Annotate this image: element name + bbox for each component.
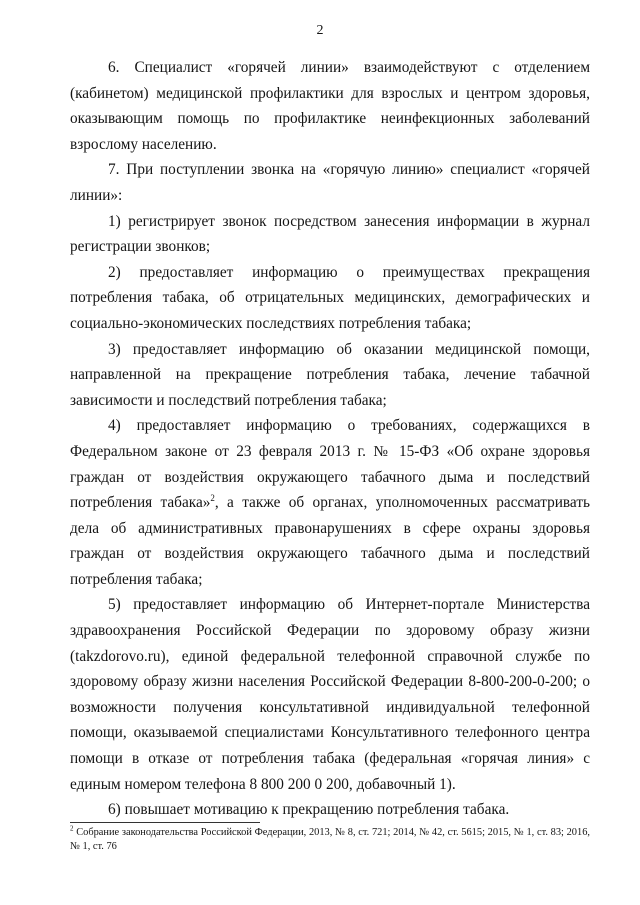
footnote-separator bbox=[70, 822, 260, 823]
footnote-text: Собрание законодательства Российской Федерации, 2013, № 8, ст. 721; 2014, № 42, ст. 5615; 2015, № 1, ст. 83; 2016, № 1, ст. 76 bbox=[70, 827, 590, 852]
paragraph-item-6-specialist-interaction: 6. Специалист «горячей линии» взаимодействуют с отделением (кабинетом) медицинской профилактики для взрослых и центром здоровья, оказывающим помощь по профилактике неинфекционных заболеваний взрослому населению. bbox=[70, 59, 590, 153]
paragraph-subitem-5-portal-info: 5) предоставляет информацию об Интернет-портале Министерства здравоохранения Российской Федерации по здоровому образу жизни (takzdorovo.ru), единой федеральной телефонной справочной службе по здоровому образу жизни населения Российской Федерации 8-800-200-0-200; о возможности получения консультативной индивидуальной телефонной помощи, оказываемой специалистами Консультативного телефонного центра помощи в отказе от потребления табака (федеральная «горячая линия» с единым номером телефона 8 800 200 0 200, добавочный 1). bbox=[70, 596, 590, 793]
footnote-reference-mark: 2 bbox=[210, 493, 215, 503]
paragraph-4-text-start: 4) предоставляет информацию о требованиях, содержащихся в Федеральном законе от 23 февраля 2013 г. № 15-ФЗ «Об охране здоровья граждан от воздействия окружающего табачного дыма и последствий потребления табака» bbox=[70, 417, 590, 512]
footnote bbox=[70, 826, 590, 854]
paragraph-subitem-3-medical-help-info: 3) предоставляет информацию об оказании медицинской помощи, направленной на прекращение потребления табака, лечение табачной зависимости и последствий потребления табака; bbox=[70, 340, 590, 409]
paragraph-subitem-4-legal-requirements bbox=[70, 413, 590, 592]
page-number: 2 bbox=[316, 23, 324, 38]
paragraph-item-7-incoming-call: 7. При поступлении звонка на «горячую линию» специалист «горячей линии»: bbox=[70, 161, 590, 204]
paragraph-subitem-2-benefits-info: 2) предоставляет информацию о преимуществах прекращения потребления табака, об отрицательных медицинских, демографических и социально-экономических последствиях потребления табака; bbox=[70, 263, 590, 332]
paragraph-subitem-6-motivation: 6) повышает мотивацию к прекращению потребления табака. bbox=[108, 801, 510, 819]
document-body bbox=[70, 55, 590, 823]
paragraph-4-text-end: , а также об органах, уполномоченных рассматривать дела об административных правонарушениях в сфере охраны здоровья граждан от воздействия окружающего табачного дыма и последствий потребления табака; bbox=[70, 494, 590, 588]
footnote-mark: 2 bbox=[70, 824, 74, 833]
paragraph-subitem-1-register-call: 1) регистрирует звонок посредством занесения информации в журнал регистрации звонков; bbox=[70, 212, 590, 256]
